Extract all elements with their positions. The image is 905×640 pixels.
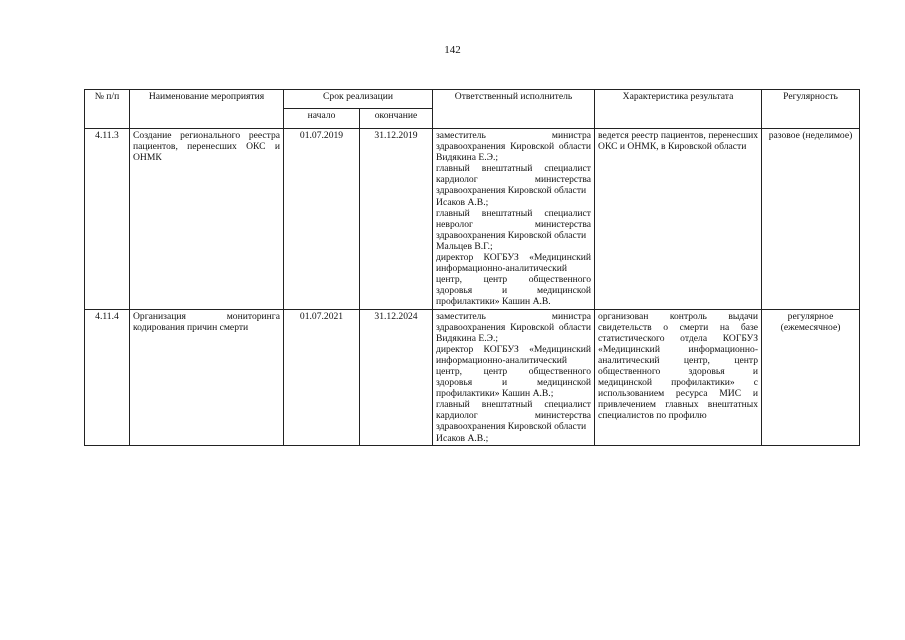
measure-name: Организация мониторинга кодирования причин смерти	[130, 309, 284, 445]
start-date: 01.07.2021	[284, 309, 360, 445]
row-number: 4.11.4	[85, 309, 130, 445]
header-end: окончание	[360, 109, 433, 129]
responsible-executor: заместитель министра здравоохранения Кировской области Видякина Е.Э.; директор КОГБУЗ «Медицинский информационно-аналитический центр, центр общественного здоровья и медицинской профилактики» Кашин А.В.; главный внештатный специалист кардиолог министерства здравоохранения Кировской области Исаков А.В.;	[433, 309, 595, 445]
header-executor: Ответственный исполнитель	[433, 90, 595, 129]
page-number: 142	[444, 44, 461, 56]
header-name: Наименование мероприятия	[130, 90, 284, 129]
measure-name: Создание регионального реестра пациентов, перенесших ОКС и ОНМК	[130, 129, 284, 310]
header-row	[85, 90, 860, 109]
table-row	[85, 309, 860, 445]
regularity: разовое (неделимое)	[762, 129, 860, 310]
header-regularity: Регулярность	[762, 90, 860, 129]
start-date: 01.07.2019	[284, 129, 360, 310]
end-date: 31.12.2024	[360, 309, 433, 445]
result-description: ведется реестр пациентов, перенесших ОКС и ОНМК, в Кировской области	[595, 129, 762, 310]
measures-table	[84, 89, 860, 446]
regularity: регулярное (ежемесячное)	[762, 309, 860, 445]
header-start: начало	[284, 109, 360, 129]
end-date: 31.12.2019	[360, 129, 433, 310]
result-description: организован контроль выдачи свидетельств о смерти на базе статистического отдела КОГБУЗ «Медицинский информационно-аналитический центр, центр общественного здоровья и медицинской профилактики» с использованием ресурса МИС и привлечением главных внештатных специалистов по профилю	[595, 309, 762, 445]
row-number: 4.11.3	[85, 129, 130, 310]
header-period: Срок реализации	[284, 90, 433, 109]
header-num: № п/п	[85, 90, 130, 129]
responsible-executor: заместитель министра здравоохранения Кировской области Видякина Е.Э.; главный внештатный специалист кардиолог министерства здравоохранения Кировской области Исаков А.В.; главный внештатный специалист невролог министерства здравоохранения Кировской области Мальцев В.Г.; директор КОГБУЗ «Медицинский информационно-аналитический центр, центр общественного здоровья и медицинской профилактики» Кашин А.В.	[433, 129, 595, 310]
header-result: Характеристика результата	[595, 90, 762, 129]
table-row	[85, 129, 860, 310]
